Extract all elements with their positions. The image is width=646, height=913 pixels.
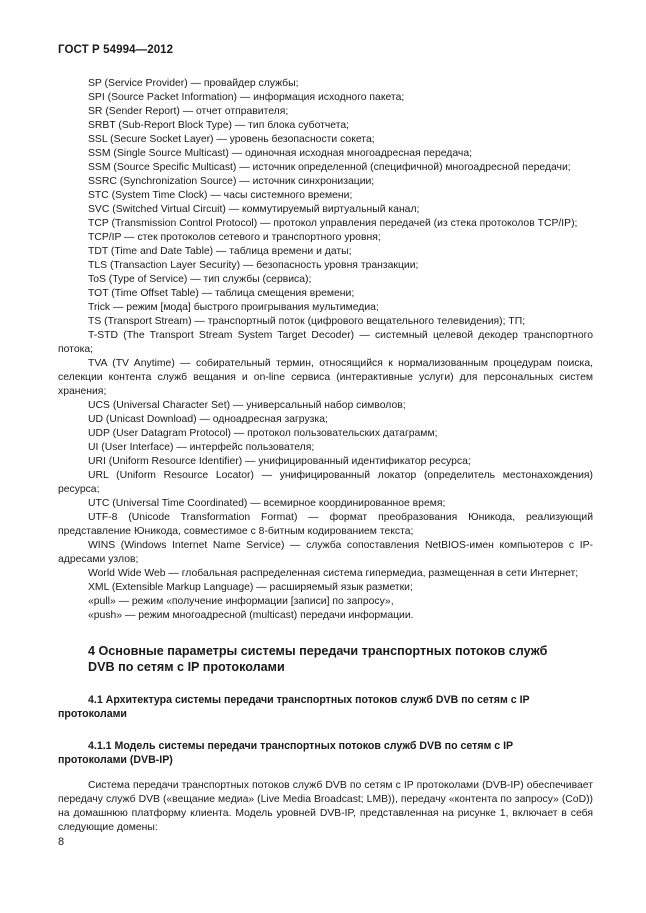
abbreviation-item: TLS (Transaction Layer Security) — безопасность уровня транзакции;	[88, 260, 419, 271]
section-4-1-heading	[58, 693, 593, 721]
abbreviation-item-tva: TVA (TV Anytime) — собирательный термин, относящийся к нормализованным процедурам поиска, селекции контента служб вещания и on-line сервиса (интерактивные услуги) для персональных систем хранения;	[58, 358, 593, 397]
abbreviation-item-wins: WINS (Windows Internet Name Service) — служба сопоставления NetBIOS-имен компьютеров с IP-адресами узлов;	[58, 540, 593, 565]
abbreviation-item: TS (Transport Stream) — транспортный поток (цифрового вещательного телевидения); ТП;	[88, 316, 526, 327]
section-4-1-1-heading-line1: 4.1.1 Модель системы передачи транспортных потоков служб DVB по сетям с IP	[88, 740, 514, 752]
page-number: 8	[58, 836, 65, 848]
abbreviation-item: TCP (Transmission Control Protocol) — протокол управления передачей (из стека протоколов TCP/IP);	[88, 218, 578, 229]
abbreviation-item: UDP (User Datagram Protocol) — протокол пользовательских датаграмм;	[88, 428, 438, 439]
abbreviation-item: STC (System Time Clock) — часы системного времени;	[88, 190, 353, 201]
section-4-1-heading-line1: 4.1 Архитектура системы передачи транспортных потоков служб DVB по сетям с IP	[88, 694, 530, 706]
abbreviation-item: SR (Sender Report) — отчет отправителя;	[88, 106, 289, 117]
abbreviation-item: SVC (Switched Virtual Circuit) — коммутируемый виртуальный канал;	[88, 204, 420, 215]
abbreviation-item: SSM (Single Source Multicast) — одиночная исходная многоадресная передача;	[88, 148, 472, 159]
abbreviation-item: SSL (Secure Socket Layer) — уровень безопасности сокета;	[88, 134, 375, 145]
abbreviation-item-utc: UTC (Universal Time Coordinated) — всемирное координированное время;	[88, 498, 446, 509]
abbreviation-item: Trick — режим [мода] быстрого проигрывания мультимедиа;	[88, 302, 379, 313]
abbreviation-item: XML (Extensible Markup Language) — расширяемый язык разметки;	[88, 582, 413, 593]
section-4-heading	[58, 643, 593, 675]
section-4-1-heading-line2: протоколами	[58, 708, 127, 720]
document-body	[58, 77, 593, 835]
abbreviation-item-utf8: UTF-8 (Unicode Transformation Format) — формат преобразования Юникода, реализующий представление Юникода, совместимое с 8-битным кодированием текста;	[58, 512, 593, 537]
section-4-1-1-heading-line2: протоколами (DVB-IP)	[58, 754, 173, 766]
abbreviation-item-tstd: T-STD (The Transport Stream System Target Decoder) — системный целевой декодер транспортного потока;	[58, 330, 593, 355]
section-4-heading-line2: DVB по сетям с IP протоколами	[88, 660, 285, 674]
abbreviation-item: SSM (Source Specific Multicast) — источник определенной (специфичной) многоадресной передачи;	[88, 162, 571, 173]
section-4-1-1-heading	[58, 739, 593, 767]
abbreviation-item: UD (Unicast Download) — одноадресная загрузка;	[88, 414, 328, 425]
abbreviation-item: TOT (Time Offset Table) — таблица смещения времени;	[88, 288, 355, 299]
body-paragraph: Система передачи транспортных потоков служб DVB по сетям с IP протоколами (DVB-IP) обеспечивает передачу служб DVB («вещание медиа» (Live Media Broadcast; LMB)), передачу «контента по запросу» (CoD)) на домашнюю платформу клиента. Модель уровней DVB-IP, представленная на рисунке 1, включает в себя следующие домены:	[58, 780, 593, 833]
abbreviation-item: UI (User Interface) — интерфейс пользователя;	[88, 442, 315, 453]
abbreviation-item-url: URL (Uniform Resource Locator) — унифицированный локатор (определитель местонахождения) ресурса;	[58, 470, 593, 495]
abbreviation-item: SRBT (Sub-Report Block Type) — тип блока суботчета;	[88, 120, 350, 131]
abbreviation-item: TCP/IP — стек протоколов сетевого и транспортного уровня;	[88, 232, 381, 243]
document-header: ГОСТ Р 54994—2012	[58, 44, 174, 56]
abbreviation-item: SP (Service Provider) — провайдер службы;	[88, 78, 299, 89]
abbreviation-item: UCS (Universal Character Set) — универсальный набор символов;	[88, 400, 406, 411]
abbreviation-item: URI (Uniform Resource Identifier) — унифицированный идентификатор ресурса;	[88, 456, 471, 467]
abbreviation-item: World Wide Web — глобальная распределенная система гипермедиа, размещенная в сети Интернет;	[88, 568, 579, 579]
abbreviation-item: «pull» — режим «получение информации [записи] по запросу»,	[88, 596, 394, 607]
abbreviation-item: TDT (Time and Date Table) — таблица времени и даты;	[88, 246, 352, 257]
abbreviation-item: SPI (Source Packet Information) — информация исходного пакета;	[88, 92, 405, 103]
abbreviation-item: «push» — режим многоадресной (multicast) передачи информации.	[88, 610, 414, 621]
abbreviation-item: SSRC (Synchronization Source) — источник синхронизации;	[88, 176, 375, 187]
section-4-heading-line1: 4 Основные параметры системы передачи транспортных потоков служб	[88, 644, 548, 658]
abbreviation-item: ToS (Type of Service) — тип службы (сервиса);	[88, 274, 312, 285]
